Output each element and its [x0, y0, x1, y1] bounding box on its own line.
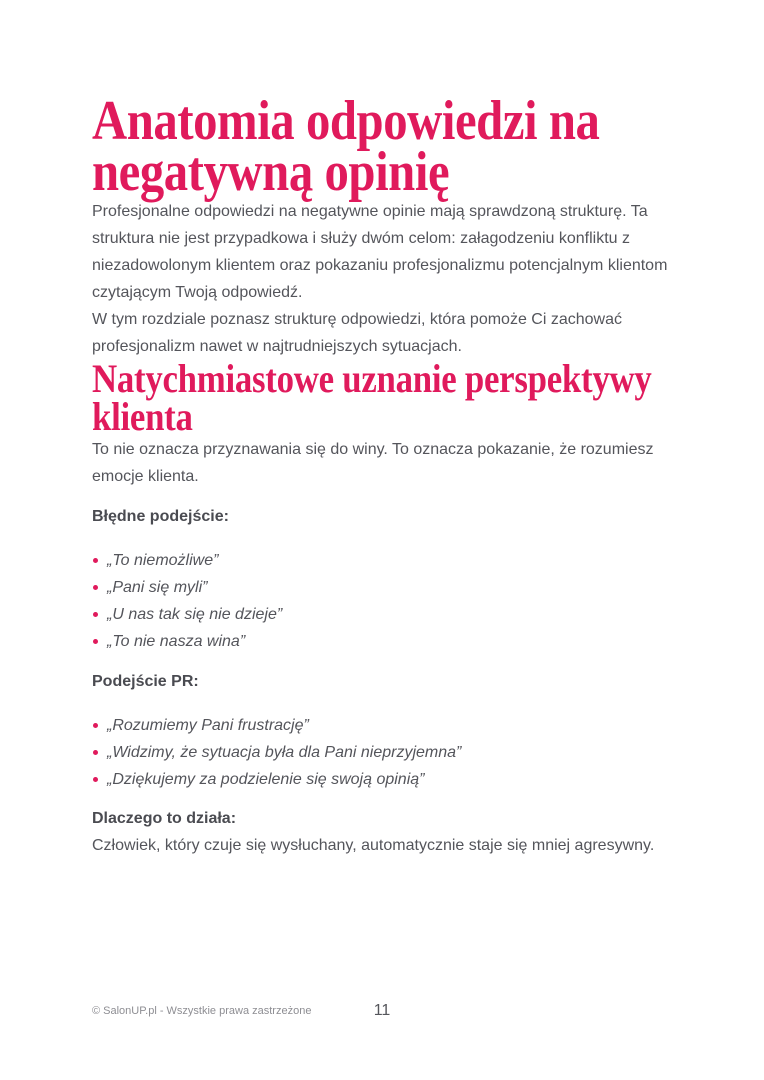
- list-item-text: „To niemożliwe”: [107, 552, 219, 569]
- section-heading: [92, 356, 652, 439]
- list-item: [92, 712, 677, 739]
- list-item: [92, 574, 677, 601]
- bullet-dot-icon: [93, 639, 98, 644]
- list-item-text: „Widzimy, że sytuacja była dla Pani nieprzyjemna”: [107, 744, 462, 761]
- list-item: [92, 628, 677, 655]
- list-item: [92, 739, 677, 766]
- list-item-text: „To nie nasza wina”: [107, 633, 246, 650]
- section-lead-paragraph: To nie oznacza przyznawania się do winy. To oznacza pokazanie, że rozumiesz emocje klienta.: [92, 441, 654, 485]
- page-title-line-1: Anatomia odpowiedzi na: [92, 90, 600, 152]
- section-heading-line-1: Natychmiastowe uznanie perspektywy: [92, 356, 652, 401]
- why-it-works-label: Dlaczego to działa:: [92, 810, 237, 827]
- list-item-text: „Dziękujemy za podzielenie się swoją opinią”: [107, 771, 425, 788]
- bullet-dot-icon: [93, 585, 98, 590]
- footer-copyright: © SalonUP.pl - Wszystkie prawa zastrzeżone: [92, 1005, 312, 1017]
- section-heading-line-2: klienta: [92, 394, 193, 439]
- bullet-dot-icon: [93, 558, 98, 563]
- page-title-line-2: negatywną opinię: [92, 141, 450, 203]
- pr-approach-list: [92, 712, 677, 793]
- bullet-dot-icon: [93, 777, 98, 782]
- list-item-text: „Rozumiemy Pani frustrację”: [107, 717, 309, 734]
- bullet-dot-icon: [93, 723, 98, 728]
- list-item-text: „U nas tak się nie dzieje”: [107, 606, 283, 623]
- wrong-approach-label: Błędne podejście:: [92, 508, 229, 525]
- list-item: [92, 766, 677, 793]
- bullet-dot-icon: [93, 612, 98, 617]
- wrong-approach-list: [92, 547, 677, 655]
- pr-approach-label: Podejście PR:: [92, 673, 199, 690]
- page-content: [92, 0, 677, 859]
- footer-page-number: 11: [373, 1002, 391, 1019]
- list-item: [92, 601, 677, 628]
- page-title: [92, 0, 601, 203]
- why-it-works-block: [92, 805, 677, 859]
- list-item: [92, 547, 677, 574]
- bullet-dot-icon: [93, 750, 98, 755]
- list-item-text: „Pani się myli”: [107, 579, 208, 596]
- intro-paragraph-1: Profesjonalne odpowiedzi na negatywne opinie mają sprawdzoną strukturę. Ta struktura nie jest przypadkowa i służy dwóm celom: załagodzeniu konfliktu z niezadowolonym klientem oraz pokazaniu profesjonalizmu potencjalnym klientom czytającym Twoją odpowiedź.: [92, 203, 668, 301]
- why-it-works-text: Człowiek, który czuje się wysłuchany, automatycznie staje się mniej agresywny.: [92, 837, 655, 854]
- intro-paragraph-2: W tym rozdziale poznasz strukturę odpowiedzi, która pomoże Ci zachować profesjonalizm nawet w najtrudniejszych sytuacjach.: [92, 311, 622, 355]
